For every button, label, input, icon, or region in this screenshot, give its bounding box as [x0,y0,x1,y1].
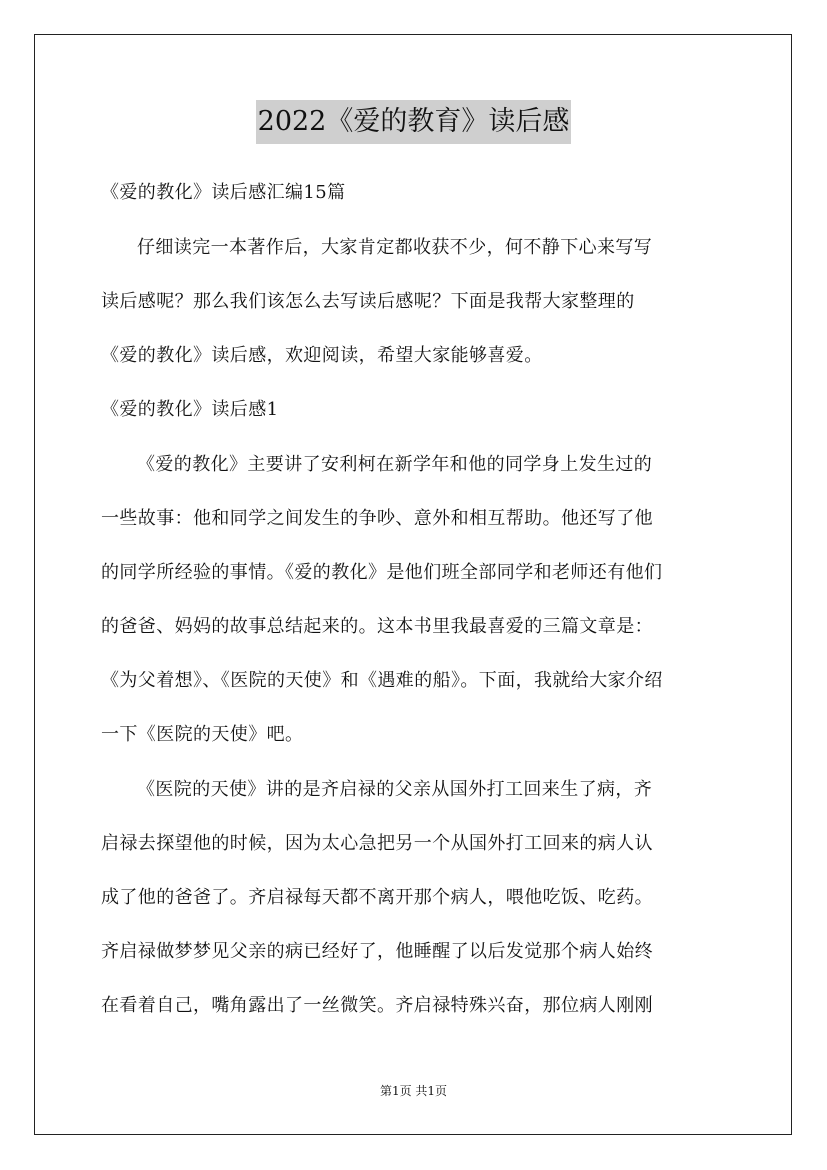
paragraph-line: 《为父着想》、《医院的天使》和《遇难的船》。下面，我就给大家介绍 [101,670,663,691]
subtitle-line: 《爱的教化》读后感汇编15篇 [101,182,346,203]
paragraph-line: 的同学所经验的事情。《爱的教化》是他们班全部同学和老师还有他们 [101,562,663,583]
paragraph-line: 在看着自己，嘴角露出了一丝微笑。齐启禄特殊兴奋，那位病人刚刚 [101,995,653,1016]
paragraph-line: 《医院的天使》讲的是齐启禄的父亲从国外打工回来生了病，齐 [137,779,653,800]
title-container [0,100,827,144]
paragraph-line: 启禄去探望他的时候，因为太心急把另一个从国外打工回来的病人认 [101,833,653,854]
paragraph-line: 《爱的教化》读后感，欢迎阅读，希望大家能够喜爱。 [101,345,543,366]
paragraph-line: 齐启禄做梦梦见父亲的病已经好了，他睡醒了以后发觉那个病人始终 [101,941,653,962]
paragraph-line: 成了他的爸爸了。齐启禄每天都不离开那个病人，喂他吃饭、吃药。 [101,887,653,908]
page-footer: 第1页 共1页 [379,1084,448,1098]
paragraph-line: 《爱的教化》主要讲了安利柯在新学年和他的同学身上发生过的 [137,454,653,475]
section-heading: 《爱的教化》读后感1 [101,399,279,420]
paragraph-line: 一些故事：他和同学之间发生的争吵、意外和相互帮助。他还写了他 [101,508,653,529]
document-title: 2022《爱的教育》读后感 [256,100,572,144]
paragraph-line: 一下《医院的天使》吧。 [101,724,304,745]
paragraph-line: 读后感呢？那么我们该怎么去写读后感呢？下面是我帮大家整理的 [101,291,635,312]
paragraph-line: 仔细读完一本著作后，大家肯定都收获不少，何不静下心来写写 [137,237,653,258]
paragraph-line: 的爸爸、妈妈的故事总结起来的。这本书里我最喜爱的三篇文章是： [101,616,653,637]
